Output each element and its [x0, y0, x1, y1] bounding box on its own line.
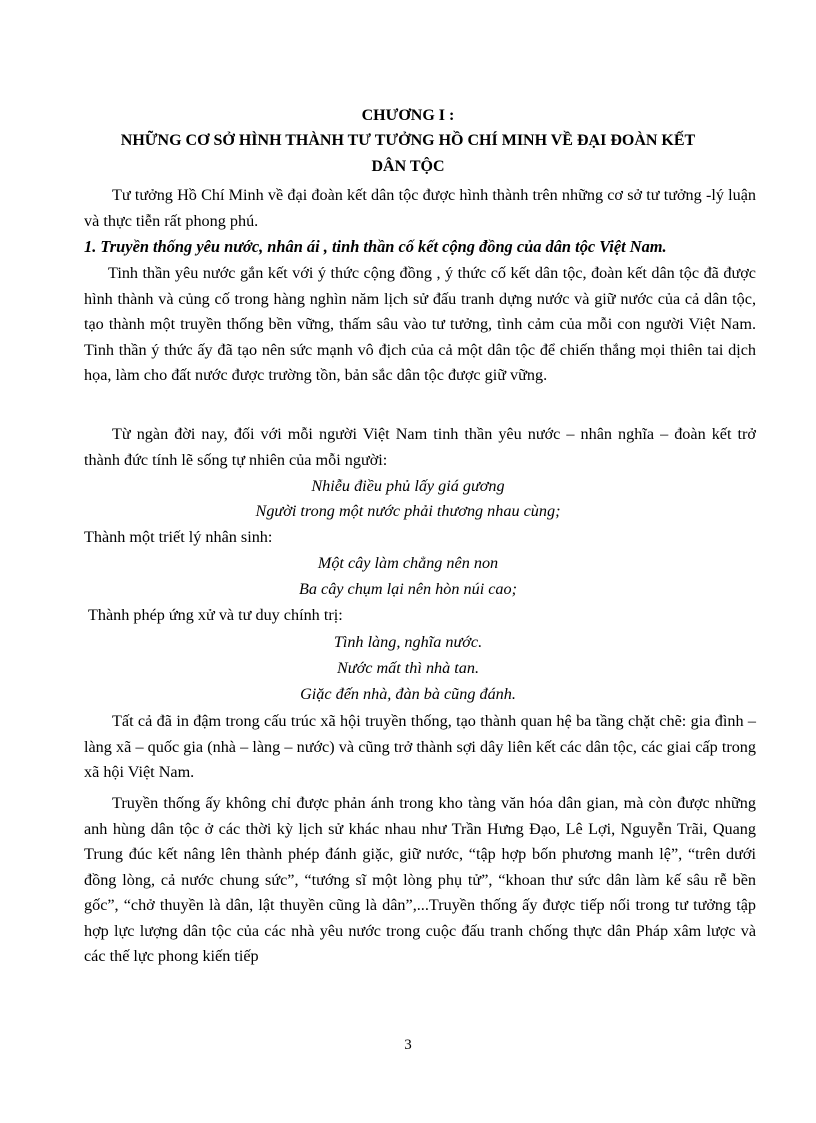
- paragraph-4: [84, 791, 756, 970]
- verse-1-line-1: Nhiễu điều phủ lấy giá gương: [311, 477, 505, 495]
- paragraph-1: [84, 261, 756, 389]
- chapter-subtitle-line-2: DÂN TỘC: [371, 158, 445, 175]
- verse-3-line-1: Tình làng, nghĩa nước.: [333, 633, 483, 651]
- paragraph-3-text: Tất cả đã in đậm trong cấu trúc xã hội truyền thống, tạo thành quan hệ ba tầng chặt chẽ: gia đình – làng xã – quốc gia (nhà – làng – nước) và cũng trở thành sợi dây liên kết các dân tộc, các giai cấp trong xã hội Việt Nam.: [84, 712, 756, 781]
- page-number: 3: [404, 1037, 412, 1053]
- paragraph-4-text: Truyền thống ấy không chỉ được phản ánh trong kho tàng văn hóa dân gian, mà còn được những anh hùng dân tộc ở các thời kỳ lịch sử khác nhau như Trần Hưng Đạo, Lê Lợi, Nguyễn Trãi, Quang Trung đúc kết nâng lên thành phép đánh giặc, giữ nước, “tập hợp bốn phương manh lệ”, “trên dưới đồng lòng, cả nước chung sức”, “tướng sĩ một lòng phụ tử”, “khoan thư sức dân làm kế sâu rễ bền gốc”, “chở thuyền là dân, lật thuyền cũng là dân”,...Truyền thống ấy được tiếp nối trong tư tưởng tập hợp lực lượng dân tộc của các nhà yêu nước trong cuộc đấu tranh chống thực dân Pháp xâm lược và các thế lực phong kiến tiếp: [84, 794, 756, 965]
- verse-2-line-2: Ba cây chụm lại nên hòn núi cao;: [298, 580, 518, 598]
- paragraph-3: [84, 709, 756, 786]
- chapter-title: CHƯƠNG I :: [361, 107, 455, 124]
- verse-3-line-2: Nước mất thì nhà tan.: [336, 659, 480, 677]
- paragraph-1-text: Tinh thần yêu nước gắn kết với ý thức cộng đồng , ý thức cố kết dân tộc, đoàn kết dân tộc đã được hình thành và củng cố trong hàng nghìn năm lịch sử đấu tranh dựng nước và giữ nước của cả dân tộc, tạo thành một truyền thống bền vững, thấm sâu vào tư tưởng, tình cảm của mỗi con người Việt Nam. Tinh thần ý thức ấy đã tạo nên sức mạnh vô địch của cả một dân tộc để chiến thắng mọi thiên tai dịch họa, làm cho đất nước được trường tồn, bản sắc dân tộc được giữ vững.: [84, 264, 756, 384]
- verse-2-line-1: Một cây làm chẳng nên non: [317, 554, 499, 572]
- verse-3-line-3: Giặc đến nhà, đàn bà cũng đánh.: [300, 685, 516, 703]
- section-heading: 1. Truyền thống yêu nước, nhân ái , tinh thần cố kết cộng đồng của dân tộc Việt Nam.: [84, 237, 667, 256]
- paragraph-2-text: Từ ngàn đời nay, đối với mỗi người Việt Nam tinh thần yêu nước – nhân nghĩa – đoàn kết trở thành đức tính lẽ sống tự nhiên của mỗi người:: [84, 425, 756, 469]
- lead-line-2: Thành phép ứng xử và tư duy chính trị:: [88, 606, 343, 624]
- paragraph-2: [84, 422, 756, 473]
- chapter-subtitle-line-1: NHỮNG CƠ SỞ HÌNH THÀNH TƯ TƯỞNG HỒ CHÍ MINH VỀ ĐẠI ĐOÀN KẾT: [120, 132, 696, 149]
- lead-line-1: Thành một triết lý nhân sinh:: [84, 528, 273, 546]
- intro-paragraph: [84, 183, 756, 234]
- verse-1-line-2: Người trong một nước phải thương nhau cùng;: [255, 502, 561, 520]
- intro-paragraph-text: Tư tưởng Hồ Chí Minh về đại đoàn kết dân tộc được hình thành trên những cơ sở tư tưởng -lý luận và thực tiễn rất phong phú.: [84, 186, 756, 230]
